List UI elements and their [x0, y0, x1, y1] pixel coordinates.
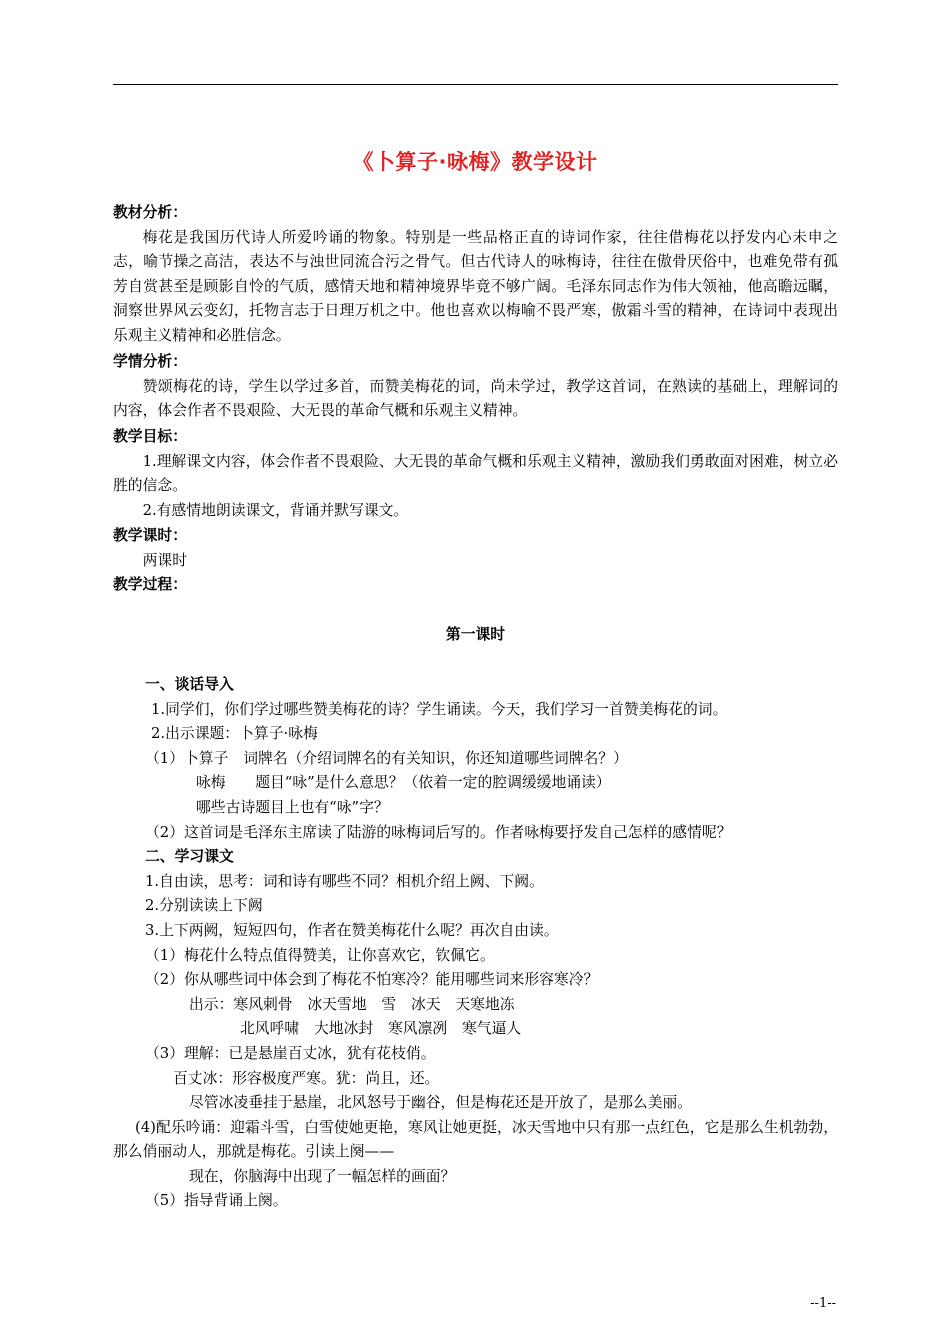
textbook-analysis-heading: 教材分析： — [113, 204, 187, 221]
header-rule — [113, 84, 838, 85]
teaching-hours-heading: 教学课时： — [113, 527, 187, 544]
lesson-line: 2.分别读读上下阙 — [145, 897, 263, 915]
lesson-line: 现在，你脑海中出现了一幅怎样的画面？ — [189, 1167, 456, 1185]
lesson-line: 3.上下两阙，短短四句，作者在赞美梅花什么呢？再次自由读。 — [145, 921, 559, 939]
lesson-line: （2）你从哪些词中体会到了梅花不怕寒冷？能用哪些词来形容寒冷？ — [145, 971, 599, 989]
teaching-goal-2: 2.有感情地朗读课文，背诵并默写课文。 — [142, 501, 409, 519]
lesson-line: 出示：寒风刺骨 冰天雪地 雪 冰天 天寒地冻 — [189, 995, 515, 1013]
teaching-goals-section — [113, 425, 838, 523]
lesson-title: 第一课时 — [445, 626, 506, 643]
document-title: 《卜算子·咏梅》教学设计 — [352, 150, 598, 174]
textbook-analysis-section — [113, 201, 838, 349]
students-analysis-body: 赞颂梅花的诗，学生以学过多首，而赞美梅花的词，尚未学过，教学这首词，在熟读的基础上，理解词的内容，体会作者不畏艰险、大无畏的革命气概和乐观主义精神。 — [113, 377, 838, 420]
teaching-goals-heading: 教学目标： — [113, 428, 187, 445]
lesson-line: 咏梅 题目“咏”是什么意思？（依着一定的腔调缓缓地诵读） — [196, 774, 611, 792]
students-analysis-heading: 学情分析： — [113, 353, 187, 370]
teaching-hours-section — [113, 524, 838, 598]
teaching-goal-1: 1.理解课文内容，体会作者不畏艰险、大无畏的革命气概和乐观主义精神，激励我们勇敢面对困难，树立必胜的信念。 — [113, 452, 838, 495]
lesson-line: 1.同学们，你们学过哪些赞美梅花的诗？学生诵读。今天，我们学习一首赞美梅花的词。 — [151, 700, 728, 718]
lesson-content — [113, 673, 838, 1214]
lesson-line: （1）卜算子 词牌名（介绍词牌名的有关知识，你还知道哪些词牌名？） — [145, 749, 628, 767]
lesson-line: （1）梅花什么特点值得赞美，让你喜欢它，钦佩它。 — [145, 946, 495, 964]
lesson-line: 北风呼啸 大地冰封 寒风凛冽 寒气逼人 — [240, 1020, 522, 1038]
part1-heading: 一、谈话导入 — [145, 676, 234, 693]
lesson-line: 尽管冰凌垂挂于悬崖，北风怒号于幽谷，但是梅花还是开放了，是那么美丽。 — [189, 1094, 693, 1112]
lesson-line: 哪些古诗题目上也有“咏”字？ — [196, 798, 389, 816]
lesson-line: （3）理解：已是悬崖百丈冰，犹有花枝俏。 — [145, 1044, 436, 1062]
lesson-line: 1.自由读，思考：词和诗有哪些不同？相机介绍上阙、下阙。 — [145, 872, 544, 890]
lesson-line: （2）这首词是毛泽东主席读了陆游的咏梅词后写的。作者咏梅要抒发自己怎样的感情呢？ — [145, 823, 732, 841]
page-number: --1-- — [810, 1296, 836, 1311]
teaching-hours-body: 两课时 — [142, 551, 187, 569]
teaching-process-heading: 教学过程： — [113, 576, 187, 594]
lesson-line: 百丈冰：形容极度严寒。犹：尚且，还。 — [173, 1069, 440, 1087]
lesson-line: （5）指导背诵上阕。 — [145, 1192, 288, 1210]
textbook-analysis-body: 梅花是我国历代诗人所爱吟诵的物象。特别是一些品格正直的诗词作家，往往借梅花以抒发内心未申之志，喻节操之高洁，表达不与浊世同流合污之骨气。但古代诗人的咏梅诗，往往在傲骨厌俗中，也难免带有孤芳自赏甚至是顾影自怜的气质，感情天地和精神境界毕竟不够广阔。毛泽东同志作为伟大领袖，他高瞻远瞩，洞察世界风云变幻，托物言志于日理万机之中。他也喜欢以梅喻不畏严寒，傲霜斗雪的精神，在诗词中表现出乐观主义精神和必胜信念。 — [113, 228, 838, 344]
lesson-line: 2.出示课题：卜算子·咏梅 — [151, 725, 318, 743]
part2-heading: 二、学习课文 — [145, 848, 234, 866]
students-analysis-section — [113, 350, 838, 424]
lesson-paragraph: (4)配乐吟诵：迎霜斗雪，白雪使她更艳，寒风让她更挺，冰天雪地中只有那一点红色，它是那么生机勃勃，那么俏丽动人，那就是梅花。引读上阕—— — [113, 1118, 838, 1161]
